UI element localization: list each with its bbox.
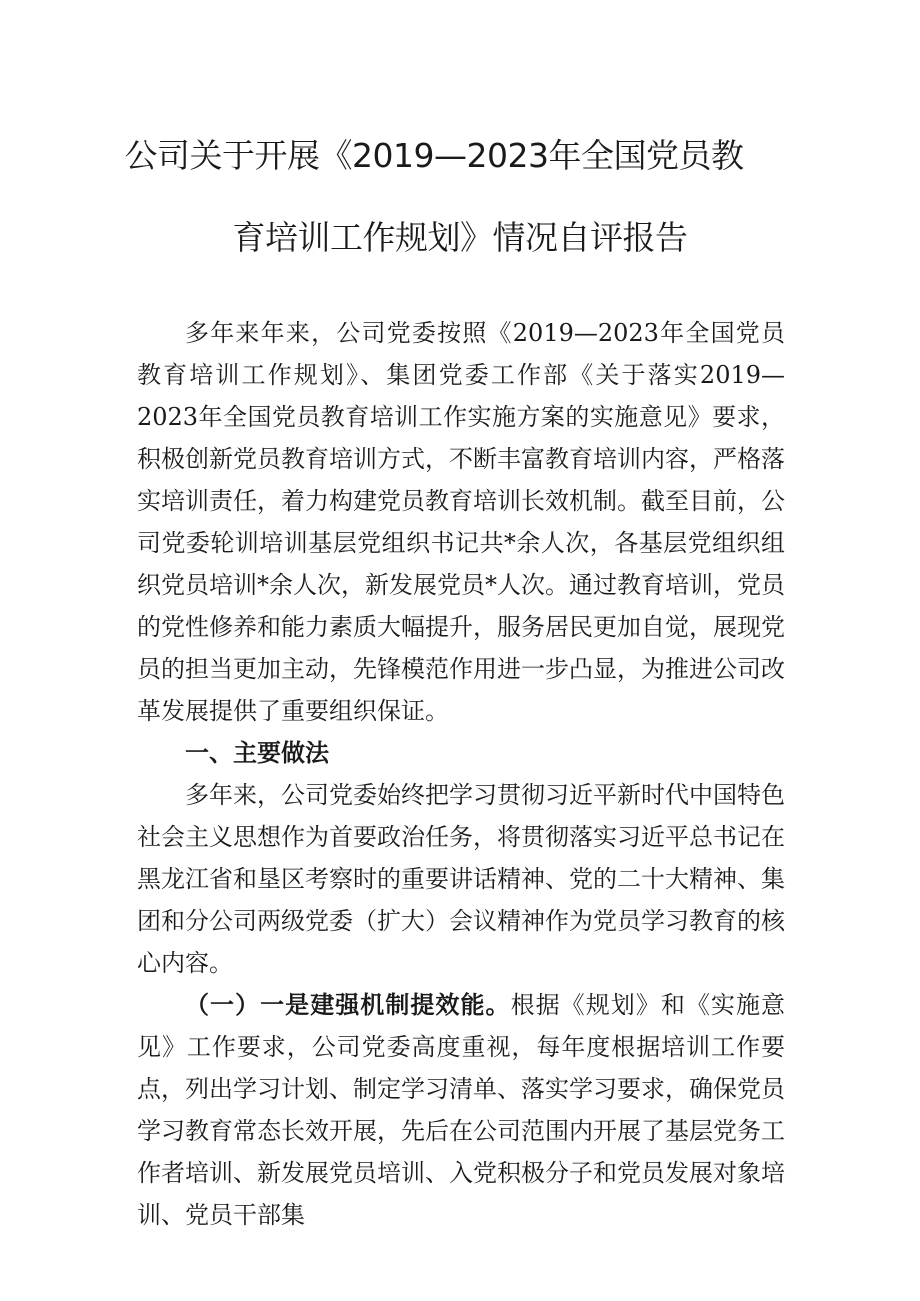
- subsection-text: 根据《规划》和《实施意见》工作要求，公司党委高度重视，每年度根据培训工作要点，列出学习计划、制定学习清单、落实学习要求，确保党员学习教育常态长效开展，先后在公司范围内开展了基层党务工作者培训、新发展党员培训、入党积极分子和党员发展对象培训、党员干部集: [137, 991, 786, 1229]
- document-title-line-1: 公司关于开展《2019—2023年全国党员教: [124, 136, 744, 175]
- intro-paragraph: 多年来年来，公司党委按照《2019—2023年全国党员教育培训工作规划》、集团党委工作部《关于落实2019—2023年全国党员教育培训工作实施方案的实施意见》要求，积极创新党员教育培训方式，不断丰富教育培训内容，严格落实培训责任，着力构建党员教育培训长效机制。截至目前，公司党委轮训培训基层党组织书记共*余人次，各基层党组织组织党员培训*余人次，新发展党员*人次。通过教育培训，党员的党性修养和能力素质大幅提升，服务居民更加自觉，展现党员的担当更加主动，先锋模范作用进一步凸显，为推进公司改革发展提供了重要组织保证。: [137, 319, 785, 725]
- section-heading-main-practices: 一、主要做法: [185, 739, 329, 767]
- subsection-heading: （一）一是建强机制提效能。: [185, 991, 511, 1019]
- document-title-line-2: 育培训工作规划》情况自评报告: [232, 218, 688, 257]
- subsection-paragraph: [137, 984, 785, 1236]
- document-body: [137, 312, 785, 1236]
- section-paragraph: 多年来，公司党委始终把学习贯彻习近平新时代中国特色社会主义思想作为首要政治任务，将贯彻落实习近平总书记在黑龙江省和垦区考察时的重要讲话精神、党的二十大精神、集团和分公司两级党委（扩大）会议精神作为党员学习教育的核心内容。: [137, 781, 785, 977]
